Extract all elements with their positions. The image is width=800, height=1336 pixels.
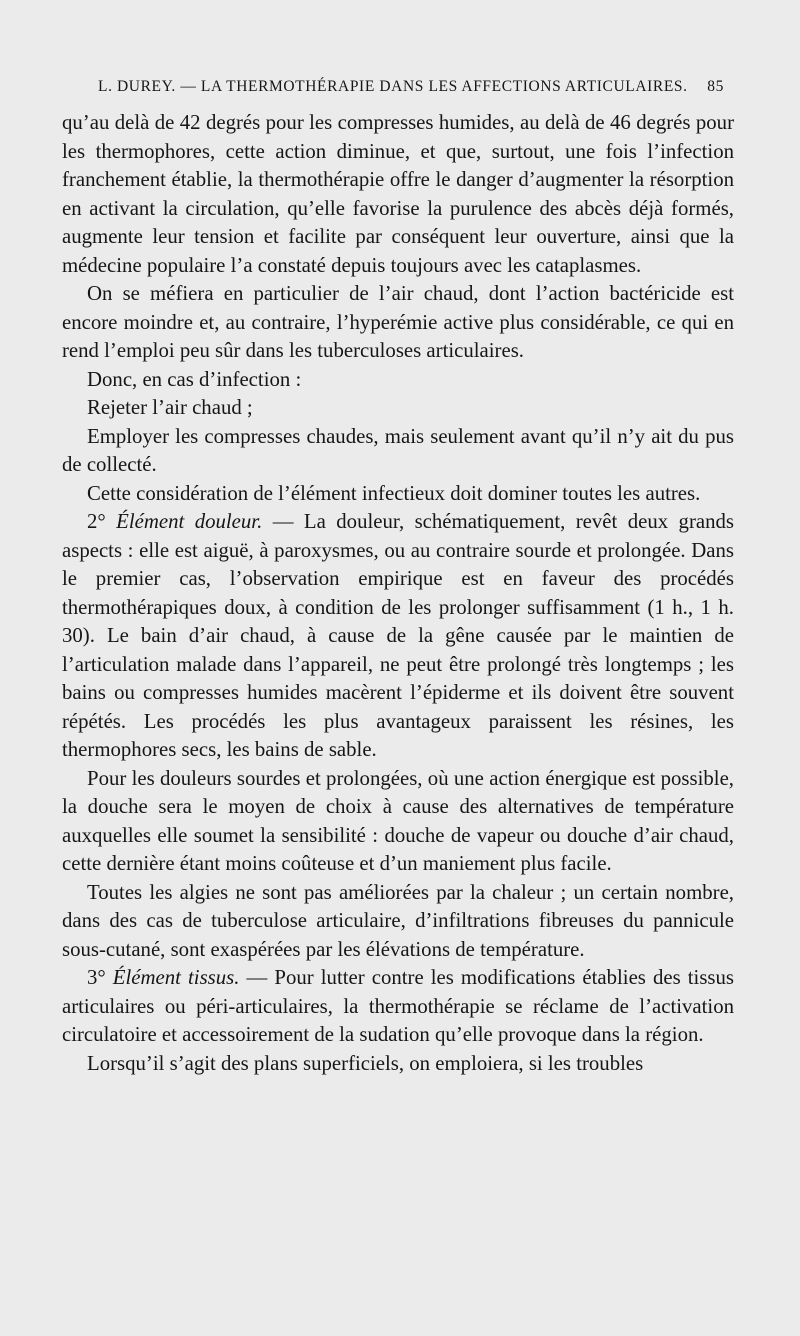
paragraph-text: — La douleur, schématiquement, revêt deux grands aspects : elle est aiguë, à paroxysmes, ou au contraire sourde et prolongée. Dans le premier cas, l’observation empirique est en faveur des procédés thermothérapiques doux, à condition de les prolonger suffisamment (1 h., 1 h. 30). Le bain d’air chaud, à cause de la gêne causée par le maintien de l’articulation malade dans l’appareil, ne peut être prolongé très longtemps ; les bains ou compresses humides macèrent l’épiderme et ils doivent être souvent répétés. Les procédés les plus avantageux paraissent les résines, les thermophores secs, les bains de sable. <box>62 510 734 761</box>
paragraph-6: Cette considération de l’élément infectieux doit dominer toutes les autres. <box>87 481 701 505</box>
paragraph-1: qu’au delà de 42 degrés pour les compresses humides, au delà de 46 degrés pour les thermophores, cette action diminue, et que, surtout, une fois l’infection franchement établie, la thermothérapie offre le danger d’augmenter la résorption en activant la circulation, qu’elle favorise la purulence des abcès déjà formés, augmente leur tension et facilite par conséquent leur ouverture, ainsi que la médecine populaire l’a constaté depuis toujours avec les cataplasmes. <box>62 111 734 277</box>
section-heading: Élément douleur. <box>116 510 263 533</box>
paragraph-7 <box>62 508 734 765</box>
paragraph-5: Employer les compresses chaudes, mais seulement avant qu’il n’y ait du pus de collecté. <box>62 424 734 476</box>
paragraph-11: Lorsqu’il s’agit des plans superficiels, on emploiera, si les troubles <box>87 1051 644 1075</box>
paragraph-10 <box>62 964 734 1050</box>
paragraph-3: Donc, en cas d’infection : <box>87 367 302 391</box>
paragraph-9: Toutes les algies ne sont pas améliorées par la chaleur ; un certain nombre, dans des cas de tuberculose articulaire, d’infiltrations fibreuses du pannicule sous-cutané, sont exaspérées par les élévations de température. <box>62 880 734 961</box>
page-number: 85 <box>707 78 724 95</box>
page-header <box>98 78 738 102</box>
running-title: L. DUREY. — LA THERMOTHÉRAPIE DANS LES AFFECTIONS ARTICULAIRES. <box>98 78 688 95</box>
paragraph-8: Pour les douleurs sourdes et prolongées, où une action énergique est possible, la douche sera le moyen de choix à cause des alternatives de température auxquelles elle soumet la sensibilité : douche de vapeur ou douche d’air chaud, cette dernière étant moins coûteuse et d’un maniement plus facile. <box>62 766 734 875</box>
section-heading: Élément tissus. <box>112 966 240 989</box>
section-number: 3° <box>87 966 113 989</box>
paragraph-2: On se méfiera en particulier de l’air chaud, dont l’action bactéricide est encore moindre et, au contraire, l’hyperémie active plus considérable, ce qui en rend l’emploi peu sûr dans les tuberculoses articulaires. <box>62 282 734 362</box>
body-text <box>62 109 734 1078</box>
section-number: 2° <box>87 510 117 533</box>
paragraph-4: Rejeter l’air chaud ; <box>87 396 253 419</box>
paragraph-text: — Pour lutter contre les modifications établies des tissus articulaires ou péri-articulaires, la thermothérapie se réclame de l’activation circulatoire et accessoirement de la sudation qu’elle provoque dans la région. <box>62 966 734 1046</box>
